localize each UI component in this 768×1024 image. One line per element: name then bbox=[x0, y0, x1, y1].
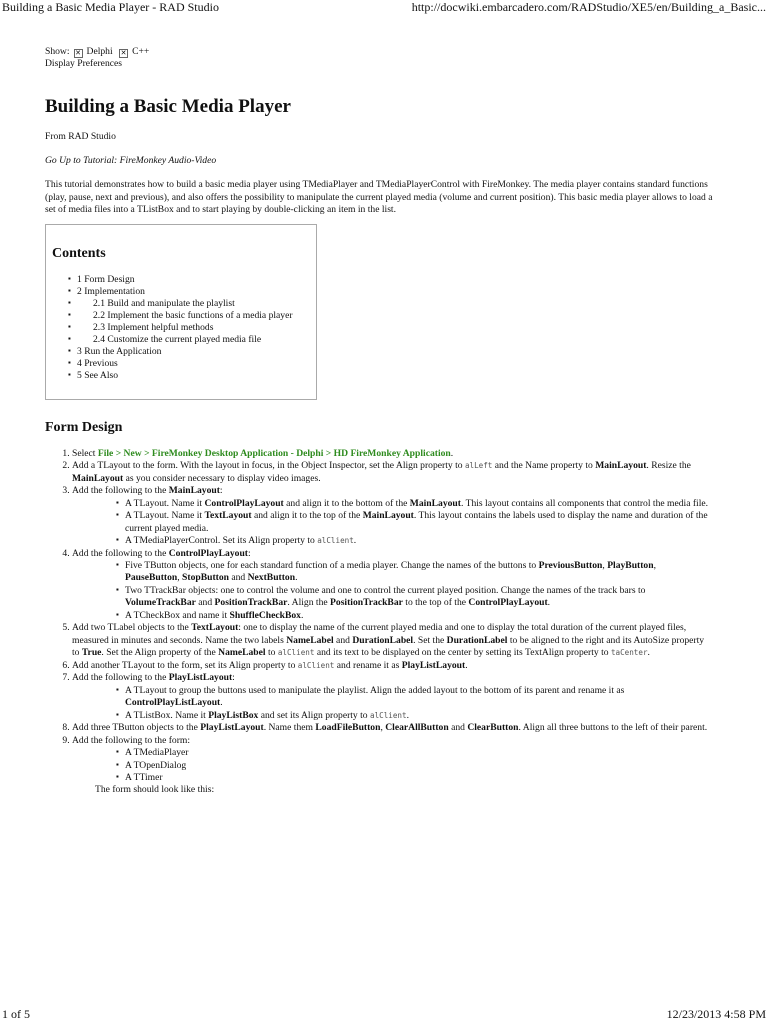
text: as you consider necessary to display video images. bbox=[123, 472, 321, 484]
step-9 bbox=[72, 735, 713, 785]
component-name: DurationLabel bbox=[446, 634, 508, 646]
component-name: PlayListLayout bbox=[168, 672, 233, 684]
text: and its text to be displayed on the center by setting its TextAlign property to bbox=[314, 647, 611, 659]
text: . Name them bbox=[263, 722, 316, 734]
text: and bbox=[228, 572, 248, 584]
delphi-option-label: Delphi bbox=[86, 46, 113, 57]
cpp-option-label: C++ bbox=[132, 46, 150, 57]
text: and bbox=[333, 634, 353, 646]
show-label: Show: bbox=[45, 46, 70, 57]
component-name: PlayListLayout bbox=[401, 659, 466, 671]
cpp-checkbox-icon[interactable]: ✕ bbox=[120, 49, 127, 57]
page-count: 1 of 5 bbox=[2, 1007, 30, 1021]
component-name: PreviousButton bbox=[538, 560, 603, 572]
list-item: ▪ A TMediaPlayer bbox=[102, 747, 713, 759]
component-name: MainLayout bbox=[168, 485, 220, 497]
code: alClient bbox=[277, 648, 315, 658]
text: A TLayout. Name it bbox=[125, 510, 205, 522]
toc-item-playlist[interactable]: ▪ 2.1 Build and manipulate the playlist bbox=[68, 298, 293, 310]
component-name: ShuffleCheckBox bbox=[229, 609, 301, 621]
component-name: MainLayout bbox=[409, 497, 461, 509]
list-item bbox=[102, 498, 713, 510]
text: . bbox=[647, 647, 650, 659]
code: alClient bbox=[317, 536, 354, 546]
text: A TLayout to group the buttons used to manipulate the playlist. Align the added layout to the bottom of its parent and rename it as bbox=[125, 684, 625, 696]
text: Add another TLayout to the form, set its Align property to bbox=[72, 659, 298, 671]
text: . bbox=[450, 447, 454, 459]
from-line: From RAD Studio bbox=[45, 131, 116, 143]
code: alClient bbox=[370, 710, 407, 720]
component-name: PlayButton bbox=[607, 560, 654, 572]
text: A TCheckBox and name it bbox=[125, 609, 230, 621]
text: , bbox=[177, 572, 183, 584]
step-4 bbox=[72, 548, 713, 623]
component-name: True bbox=[81, 647, 102, 659]
text: and align it to the bottom of the bbox=[283, 497, 410, 509]
article bbox=[45, 46, 713, 797]
step-3 bbox=[72, 485, 713, 547]
print-timestamp: 12/23/2013 4:58 PM bbox=[666, 1007, 766, 1021]
text: : bbox=[219, 485, 223, 497]
component-name: MainLayout bbox=[362, 510, 414, 522]
toc-item-helpful-methods[interactable]: ▪ 2.3 Implement helpful methods bbox=[68, 322, 293, 334]
list-item bbox=[102, 685, 713, 710]
toc-title: Contents bbox=[52, 245, 106, 261]
text: . Align all three buttons to the left of their parent. bbox=[518, 722, 708, 734]
text: . bbox=[465, 659, 468, 671]
go-up-link[interactable]: Go Up to Tutorial: FireMonkey Audio-Video bbox=[45, 154, 217, 166]
menu-path: File > New > FireMonkey Desktop Application - Delphi > HD FireMonkey Application bbox=[97, 447, 451, 459]
print-header-title: Building a Basic Media Player - RAD Studio bbox=[2, 0, 219, 14]
toc-item-customize-media[interactable]: ▪ 2.4 Customize the current played media file bbox=[68, 334, 293, 346]
text: Five TButton objects, one for each standard function of a media player. Change the names of the buttons to bbox=[125, 560, 539, 572]
toc-item-basic-functions[interactable]: ▪ 2.2 Implement the basic functions of a media player bbox=[68, 310, 293, 322]
code: taCenter bbox=[610, 648, 648, 658]
page-title: Building a Basic Media Player bbox=[45, 96, 291, 118]
list-item bbox=[102, 610, 713, 622]
toc-item-run-application[interactable]: ▪ 3 Run the Application bbox=[68, 346, 293, 358]
toc-item-previous[interactable]: ▪ 4 Previous bbox=[68, 358, 293, 370]
text: . bbox=[406, 709, 409, 721]
component-name: ControlPlayLayout bbox=[468, 597, 548, 609]
text: and bbox=[195, 597, 215, 609]
display-preferences-link[interactable]: Display Preferences bbox=[45, 58, 122, 69]
text: Two TTrackBar objects: one to control the volume and one to control the current played position. Change the names of the track bars to bbox=[125, 584, 646, 596]
delphi-checkbox-icon[interactable]: ✕ bbox=[75, 49, 81, 57]
text: and align it to the top of the bbox=[251, 510, 363, 522]
text: : bbox=[247, 547, 251, 559]
component-name: ClearButton bbox=[467, 722, 519, 734]
step-5 bbox=[72, 622, 713, 659]
sub-list bbox=[72, 498, 713, 548]
text: . bbox=[300, 609, 304, 621]
show-options bbox=[45, 46, 713, 58]
text: . Align the bbox=[287, 597, 331, 609]
component-name: ControlPlayLayout bbox=[204, 497, 284, 509]
component-name: PositionTrackBar bbox=[214, 597, 288, 609]
list-item: ▪ A TTimer bbox=[102, 772, 713, 784]
code: alLeft bbox=[464, 461, 493, 471]
section-heading-form-design: Form Design bbox=[45, 419, 123, 435]
list-item bbox=[102, 560, 713, 585]
text: , bbox=[380, 722, 386, 734]
component-name: DurationLabel bbox=[352, 634, 414, 646]
text: . bbox=[220, 697, 223, 709]
form-preview-caption: The form should look like this: bbox=[95, 784, 215, 796]
text: . Set the bbox=[413, 634, 447, 646]
text: : one to display the name of the current played media and one to display the total duration of the current played files, measured in minutes and seconds. Name the two labels bbox=[72, 622, 687, 646]
print-header bbox=[0, 0, 768, 14]
text: . Set the Align property of the bbox=[101, 647, 219, 659]
text: and rename it as bbox=[334, 659, 402, 671]
sub-list bbox=[72, 747, 713, 784]
table-of-contents bbox=[45, 224, 317, 400]
sub-list bbox=[72, 560, 713, 622]
toc-item-implementation[interactable]: ▪ 2 Implementation bbox=[68, 286, 293, 298]
component-name: ClearAllButton bbox=[385, 722, 449, 734]
text: , bbox=[653, 560, 656, 572]
text: Add the following to the bbox=[72, 485, 169, 497]
text: Add two TLabel objects to the bbox=[72, 622, 192, 634]
text: . This layout contains the labels used to display the name and duration of the current played media. bbox=[125, 510, 708, 534]
component-name: PlayListLayout bbox=[200, 722, 264, 734]
text: A TListBox. Name it bbox=[125, 709, 209, 721]
step-8 bbox=[72, 722, 713, 734]
text: . bbox=[295, 572, 298, 584]
list-item bbox=[102, 585, 713, 610]
text: Add the following to the bbox=[72, 672, 169, 684]
code: alClient bbox=[297, 660, 335, 670]
component-name: MainLayout bbox=[72, 472, 124, 484]
toc-item-see-also[interactable]: ▪ 5 See Also bbox=[68, 370, 293, 382]
toc-item-form-design[interactable]: ▪ 1 Form Design bbox=[68, 274, 293, 286]
text: . bbox=[547, 597, 551, 609]
component-name: NameLabel bbox=[218, 647, 266, 659]
text: Add the following to the form: bbox=[72, 734, 191, 746]
component-name: PositionTrackBar bbox=[330, 597, 403, 609]
text: Add a TLayout to the form. With the layout in focus, in the Object Inspector, set the Align property to bbox=[72, 460, 465, 472]
text: Add the following to the bbox=[72, 547, 169, 559]
text: and bbox=[448, 722, 468, 734]
text: A TMediaPlayerControl. Set its Align property to bbox=[125, 535, 318, 547]
component-name: NextButton bbox=[247, 572, 296, 584]
text: , bbox=[602, 560, 608, 572]
step-2 bbox=[72, 460, 713, 485]
text: and the Name property to bbox=[492, 460, 596, 472]
component-name: TextLayout bbox=[191, 622, 239, 634]
component-name: ControlPlayListLayout bbox=[125, 697, 221, 709]
print-header-url: http://docwiki.embarcadero.com/RADStudio/XE5/en/Building_a_Basic... bbox=[411, 0, 766, 14]
component-name: LoadFileButton bbox=[315, 722, 381, 734]
step-1 bbox=[72, 448, 713, 460]
text: to be aligned to the right and its AutoSize property to bbox=[72, 634, 705, 659]
list-item bbox=[102, 710, 713, 722]
text: . bbox=[353, 535, 357, 547]
step-7 bbox=[72, 672, 713, 722]
component-name: PlayListBox bbox=[208, 709, 259, 721]
list-item bbox=[102, 535, 713, 547]
step-6 bbox=[72, 660, 713, 672]
text: to bbox=[265, 647, 278, 659]
component-name: StopButton bbox=[182, 572, 229, 584]
component-name: NameLabel bbox=[286, 634, 334, 646]
text: Add three TButton objects to the bbox=[72, 722, 201, 734]
component-name: PauseButton bbox=[125, 572, 178, 584]
text: . Resize the bbox=[646, 460, 691, 472]
toc-list bbox=[68, 274, 293, 383]
component-name: ControlPlayLayout bbox=[168, 547, 248, 559]
text: : bbox=[232, 672, 235, 684]
text: to the top of the bbox=[402, 597, 469, 609]
text: . This layout contains all components that control the media file. bbox=[460, 497, 709, 509]
sub-list bbox=[72, 685, 713, 722]
list-item bbox=[102, 510, 713, 535]
text: Select bbox=[72, 447, 98, 459]
steps-list bbox=[45, 448, 713, 785]
text: A TLayout. Name it bbox=[125, 497, 205, 509]
component-name: VolumeTrackBar bbox=[125, 597, 196, 609]
intro-paragraph: This tutorial demonstrates how to build a basic media player using TMediaPlayer and TMediaPlayerControl with FireMonkey. The media player contains standard functions (play, pause, next and previous), and also offers the possibility to manipulate the current played media (volume and current position). This basic media player allows to load a set of media files into a TListBox and to start playing by double-clicking an item in the list. bbox=[45, 179, 713, 216]
component-name: MainLayout bbox=[595, 460, 647, 472]
list-item: ▪ A TOpenDialog bbox=[102, 760, 713, 772]
component-name: TextLayout bbox=[204, 510, 252, 522]
text: and set its Align property to bbox=[258, 709, 370, 721]
